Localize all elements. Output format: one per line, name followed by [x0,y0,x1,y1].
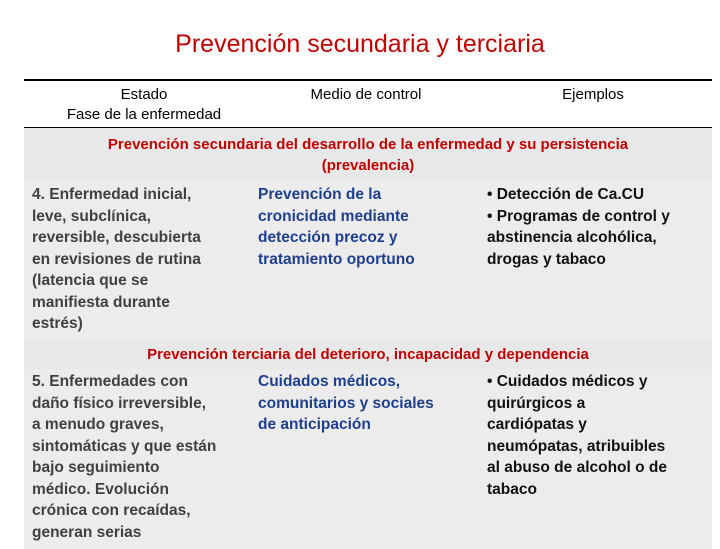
cell-line: de anticipación [258,416,371,433]
cell-line: • Cuidados médicos y [487,373,648,390]
cell-line: médico. Evolución [32,480,169,498]
header-medio-label: Medio de control [310,86,422,103]
section-secundaria-title [24,134,712,176]
section-terciaria-title-line1: Prevención terciaria del deterioro, incapacidad y dependencia [147,346,589,363]
cell-line: neumópatas, atribuibles [487,437,666,455]
prevention-table [24,79,712,549]
cell-line: detección precoz y [258,229,398,246]
cell-line: • Programas de control y [487,207,670,225]
cell-line: (latencia que se [32,272,149,289]
cell-line: a menudo graves, [32,416,164,433]
table-header [24,81,712,127]
section-secundaria-title-line2: (prevalencia) [321,157,415,174]
header-ejemplos-label: Ejemplos [562,86,624,103]
cell-line: quirúrgicos a [487,394,586,412]
header-estado [24,85,264,125]
slide-title: Prevención secundaria y terciaria [175,30,545,58]
cell-line: Cuidados médicos, [258,373,401,390]
cell-line: drogas y tabaco [487,250,606,268]
cell-line: generan serias [32,523,142,541]
cell-line: daño físico irreversible, [32,394,207,412]
cell-estado-secundaria [32,184,257,335]
section-secundaria-title-line1: Prevención secundaria del desarrollo de la enfermedad y su persistencia [107,136,629,153]
header-ejemplos [474,85,712,105]
cell-line: comunitarios y sociales [258,394,434,412]
cell-line: 5. Enfermedades con [32,373,188,390]
cell-ejemplos-secundaria [487,184,709,270]
cell-line: sintomáticas y que están [32,437,217,455]
cell-line: cardiópatas y [487,416,587,433]
cell-line: leve, subclínica, [32,207,151,225]
cell-line: • Detección de Ca.CU [487,186,645,203]
cell-line: 4. Enfermedad inicial, [32,186,192,203]
cell-line: manifiesta durante [32,293,170,311]
cell-line: en revisiones de rutina [32,250,201,268]
cell-medio-terciaria [258,371,473,436]
cell-line: Prevención de la [258,186,382,203]
cell-line: tratamiento oportuno [258,250,415,268]
cell-line: crónica con recaídas, [32,502,191,519]
cell-line: cronicidad mediante [258,207,409,225]
cell-line: estrés) [32,315,83,332]
cell-estado-terciaria [32,371,257,543]
cell-line: bajo seguimiento [32,459,160,476]
cell-medio-secundaria [258,184,473,270]
header-estado-line2: Fase de la enfermedad [66,106,222,123]
cell-line: al abuso de alcohol o de [487,459,668,476]
cell-ejemplos-terciaria [487,371,709,500]
header-medio [260,85,472,105]
cell-line: abstinencia alcohólica, [487,229,657,246]
section-terciaria-title [24,344,712,365]
header-estado-line1: Estado [120,86,168,103]
cell-line: tabaco [487,480,537,498]
cell-line: reversible, descubierta [32,229,201,246]
